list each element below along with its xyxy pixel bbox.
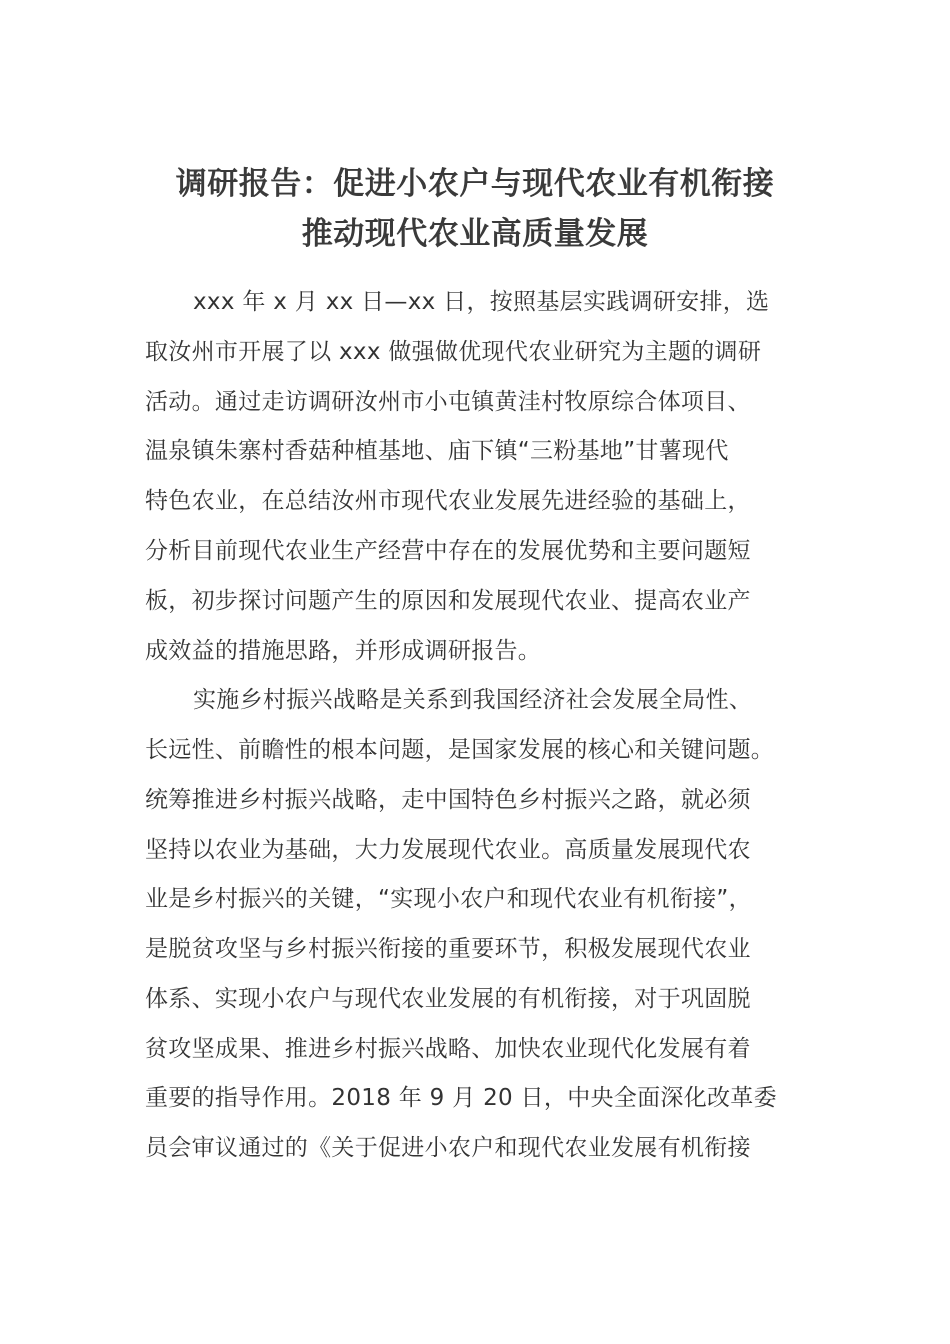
paragraph-2-line: 坚持以农业为基础，大力发展现代农业。高质量发展现代农: [145, 837, 751, 863]
paragraph-1-line: 取汝州市开展了以 xxx 做强做优现代农业研究为主题的调研: [145, 339, 762, 365]
paragraph-1-line: xxx 年 x 月 xx 日—xx 日，按照基层实践调研安排，选: [193, 289, 770, 315]
paragraph-1-line: 活动。通过走访调研汝州市小屯镇黄洼村牧原综合体项目、: [145, 389, 751, 415]
paragraph-1-line: 分析目前现代农业生产经营中存在的发展优势和主要问题短: [145, 538, 751, 564]
paragraph-2-line: 长远性、前瞻性的根本问题，是国家发展的核心和关键问题。: [145, 737, 775, 763]
paragraph-1-line: 特色农业，在总结汝州市现代农业发展先进经验的基础上，: [145, 488, 751, 514]
paragraph-2-line: 重要的指导作用。2018 年 9 月 20 日，中央全面深化改革委: [145, 1085, 777, 1111]
paragraph-2-line: 体系、实现小农户与现代农业发展的有机衔接，对于巩固脱: [145, 986, 751, 1012]
document-title-line-1: 调研报告：促进小农户与现代农业有机衔接: [175, 166, 775, 202]
paragraph-2-line: 统筹推进乡村振兴战略，走中国特色乡村振兴之路，就必须: [145, 787, 751, 813]
paragraph-1-line: 温泉镇朱寨村香菇种植基地、庙下镇“三粉基地”甘薯现代: [145, 438, 729, 464]
paragraph-2-line: 是脱贫攻坚与乡村振兴衔接的重要环节，积极发展现代农业: [145, 936, 751, 962]
paragraph-2-line: 实施乡村振兴战略是关系到我国经济社会发展全局性、: [193, 687, 753, 713]
paragraph-1-line: 成效益的措施思路，并形成调研报告。: [145, 638, 542, 664]
document-title-line-2: 推动现代农业高质量发展: [301, 216, 649, 252]
paragraph-2-line: 贫攻坚成果、推进乡村振兴战略、加快农业现代化发展有着: [145, 1036, 751, 1062]
paragraph-1-line: 板，初步探讨问题产生的原因和发展现代农业、提高农业产: [145, 588, 751, 614]
paragraph-2-line: 员会审议通过的《关于促进小农户和现代农业发展有机衔接: [145, 1135, 751, 1161]
paragraph-2-line: 业是乡村振兴的关键，“实现小农户和现代农业有机衔接”，: [145, 886, 752, 912]
